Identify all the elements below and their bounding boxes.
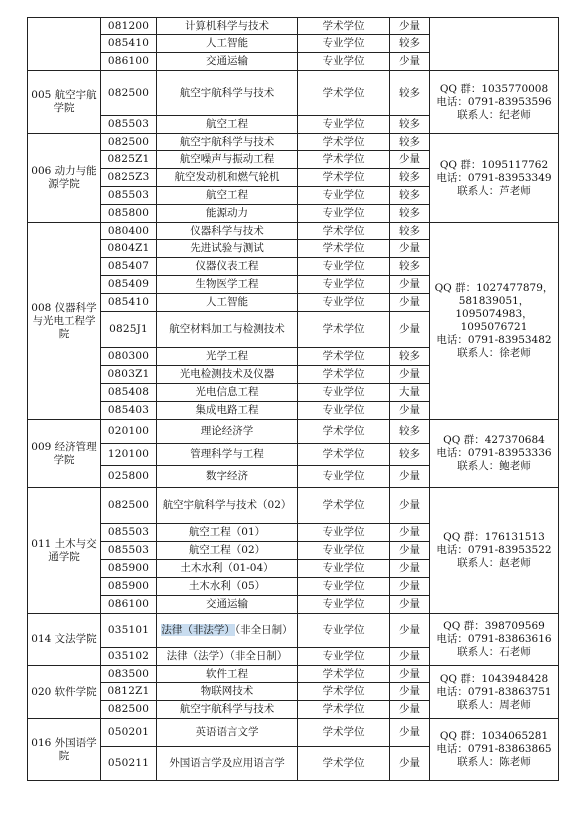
major-code: 0812Z1 (101, 683, 157, 701)
degree-type: 学术学位 (298, 18, 390, 35)
quota: 少量 (390, 683, 430, 701)
contact-qq-extra: 1095076721 (460, 321, 528, 333)
contact-qq: QQ 群：1027477879， (434, 282, 554, 294)
degree-type: 学术学位 (298, 719, 390, 747)
major-name: 英语语言文学 (157, 719, 298, 747)
college-cell (28, 18, 101, 71)
major-name: 航空发动机和燃气轮机 (157, 169, 298, 187)
major-code: 085407 (101, 258, 157, 276)
major-name: 土木水利（05） (157, 578, 298, 596)
major-code: 085408 (101, 384, 157, 402)
degree-type: 专业学位 (298, 614, 390, 648)
contact-phone: 电话：0791-83953596 (436, 95, 552, 108)
major-code: 0825Z1 (101, 151, 157, 169)
major-code: 020100 (101, 420, 157, 444)
quota: 较多 (390, 71, 430, 116)
degree-type: 学术学位 (298, 683, 390, 701)
degree-type: 专业学位 (298, 578, 390, 596)
table-row (28, 420, 559, 444)
quota: 少量 (390, 648, 430, 666)
major-code: 085503 (101, 116, 157, 134)
quota: 少量 (390, 719, 430, 747)
major-name: 航空宇航科学与技术 (157, 134, 298, 151)
major-code: 085409 (101, 276, 157, 294)
major-name (157, 614, 298, 648)
degree-type: 学术学位 (298, 240, 390, 258)
degree-type: 学术学位 (298, 420, 390, 444)
major-name: 航空宇航科学与技术（02） (157, 488, 298, 524)
quota: 少量 (390, 53, 430, 71)
quota: 少量 (390, 578, 430, 596)
quota: 少量 (390, 18, 430, 35)
quota: 较多 (390, 187, 430, 205)
major-code: 082500 (101, 71, 157, 116)
contact-cell (430, 18, 559, 71)
quota: 较多 (390, 169, 430, 187)
major-name: 人工智能 (157, 35, 298, 53)
contact-phone: 电话：0791-83863865 (436, 743, 552, 755)
degree-type: 学术学位 (298, 488, 390, 524)
major-name: 软件工程 (157, 666, 298, 683)
major-name: 航空宇航科学与技术 (157, 71, 298, 116)
major-code: 085403 (101, 402, 157, 420)
major-name: 航空宇航科学与技术 (157, 701, 298, 719)
contact-cell (430, 420, 559, 488)
contact-cell (430, 614, 559, 666)
major-name: 先进试验与测试 (157, 240, 298, 258)
major-code: 085410 (101, 35, 157, 53)
quota: 少量 (390, 614, 430, 648)
major-name: 航空工程 (157, 187, 298, 205)
admissions-table (27, 17, 559, 781)
table-row (28, 223, 559, 240)
major-name: 人工智能 (157, 294, 298, 312)
degree-type: 专业学位 (298, 294, 390, 312)
contact-person: 联系人：赵老师 (457, 557, 531, 569)
contact-qq-extra: 581839051， (458, 295, 530, 307)
major-code: 082500 (101, 701, 157, 719)
major-name: 物联网技术 (157, 683, 298, 701)
major-name: 交通运输 (157, 596, 298, 614)
quota: 较多 (390, 348, 430, 366)
table-row (28, 666, 559, 683)
table-row (28, 134, 559, 151)
major-name: 土木水利（01-04） (157, 560, 298, 578)
quota: 少量 (390, 701, 430, 719)
quota: 少量 (390, 560, 430, 578)
college-cell: 016 外国语学院 (28, 719, 101, 781)
quota: 少量 (390, 402, 430, 420)
college-cell: 008 仪器科学与光电工程学院 (28, 223, 101, 420)
table-row (28, 719, 559, 747)
degree-type: 专业学位 (298, 116, 390, 134)
college-cell: 006 动力与能源学院 (28, 134, 101, 223)
contact-qq: QQ 群：1035770008 (439, 82, 549, 95)
major-name: 生物医学工程 (157, 276, 298, 294)
contact-phone: 电话：0791-83863751 (436, 685, 552, 698)
contact-qq: QQ 群：1095117762 (439, 158, 549, 171)
major-code: 083500 (101, 666, 157, 683)
degree-type: 专业学位 (298, 542, 390, 560)
major-code: 050211 (101, 747, 157, 781)
quota: 较多 (390, 223, 430, 240)
degree-type: 专业学位 (298, 402, 390, 420)
degree-type: 专业学位 (298, 596, 390, 614)
degree-type: 学术学位 (298, 223, 390, 240)
major-code: 085900 (101, 578, 157, 596)
quota: 少量 (390, 366, 430, 384)
quota: 少量 (390, 240, 430, 258)
contact-person: 联系人：陈老师 (457, 756, 531, 768)
college-cell: 005 航空宇航学院 (28, 71, 101, 134)
table-row (28, 488, 559, 524)
degree-type: 专业学位 (298, 53, 390, 71)
degree-type: 学术学位 (298, 444, 390, 466)
quota: 较多 (390, 258, 430, 276)
table-row (28, 18, 559, 35)
major-code: 120100 (101, 444, 157, 466)
degree-type: 学术学位 (298, 71, 390, 116)
quota: 少量 (390, 488, 430, 524)
major-code: 085900 (101, 560, 157, 578)
quota: 较多 (390, 205, 430, 223)
major-code: 085800 (101, 205, 157, 223)
degree-type: 学术学位 (298, 366, 390, 384)
college-cell: 020 软件学院 (28, 666, 101, 719)
quota: 少量 (390, 542, 430, 560)
major-code: 085503 (101, 187, 157, 205)
major-code: 080300 (101, 348, 157, 366)
major-code: 086100 (101, 596, 157, 614)
major-name: 航空工程 (157, 116, 298, 134)
degree-type: 学术学位 (298, 169, 390, 187)
contact-person: 联系人：芦老师 (457, 184, 531, 197)
contact-qq: QQ 群：1034065281 (439, 730, 549, 742)
major-name-rest: （非全日制） (234, 624, 293, 636)
major-code: 085503 (101, 524, 157, 542)
degree-type: 学术学位 (298, 666, 390, 683)
contact-qq: QQ 群：1043948428 (439, 672, 549, 685)
major-code: 080400 (101, 223, 157, 240)
major-code: 085410 (101, 294, 157, 312)
major-name: 集成电路工程 (157, 402, 298, 420)
major-name: 仪器仪表工程 (157, 258, 298, 276)
contact-cell (430, 134, 559, 223)
degree-type: 学术学位 (298, 134, 390, 151)
contact-cell (430, 488, 559, 614)
contact-person: 联系人：周老师 (457, 698, 531, 711)
major-name: 航空工程（02） (157, 542, 298, 560)
degree-type: 学术学位 (298, 312, 390, 348)
college-cell: 011 土木与交通学院 (28, 488, 101, 614)
major-name: 能源动力 (157, 205, 298, 223)
major-name: 光学工程 (157, 348, 298, 366)
quota: 少量 (390, 524, 430, 542)
contact-qq-extra: 1095074983， (455, 308, 533, 320)
major-name: 法律（法学）（非全日制） (157, 648, 298, 666)
quota: 较多 (390, 35, 430, 53)
major-name: 管理科学与工程 (157, 444, 298, 466)
quota: 较多 (390, 444, 430, 466)
major-code: 050201 (101, 719, 157, 747)
contact-phone: 电话：0791-83953482 (436, 334, 552, 346)
table-row (28, 614, 559, 648)
contact-person: 联系人：鲍老师 (457, 460, 531, 472)
quota: 少量 (390, 596, 430, 614)
major-code: 035102 (101, 648, 157, 666)
degree-type: 专业学位 (298, 384, 390, 402)
major-name: 光电检测技术及仪器 (157, 366, 298, 384)
degree-type: 专业学位 (298, 258, 390, 276)
contact-qq: QQ 群：398709569 (443, 620, 545, 632)
quota: 少量 (390, 151, 430, 169)
quota: 大量 (390, 384, 430, 402)
contact-phone: 电话：0791-83953522 (436, 544, 552, 556)
major-name: 理论经济学 (157, 420, 298, 444)
major-code: 081200 (101, 18, 157, 35)
quota: 少量 (390, 294, 430, 312)
major-name: 计算机科学与技术 (157, 18, 298, 35)
contact-cell (430, 666, 559, 719)
degree-type: 专业学位 (298, 466, 390, 488)
college-cell: 009 经济管理学院 (28, 420, 101, 488)
contact-cell (430, 71, 559, 134)
major-name: 航空噪声与振动工程 (157, 151, 298, 169)
major-name: 仪器科学与技术 (157, 223, 298, 240)
major-name: 交通运输 (157, 53, 298, 71)
degree-type: 专业学位 (298, 276, 390, 294)
degree-type: 专业学位 (298, 205, 390, 223)
major-code: 086100 (101, 53, 157, 71)
major-code: 035101 (101, 614, 157, 648)
quota: 较多 (390, 134, 430, 151)
degree-type: 专业学位 (298, 187, 390, 205)
degree-type: 学术学位 (298, 747, 390, 781)
contact-phone: 电话：0791-83953336 (436, 447, 552, 459)
contact-qq: QQ 群：427370684 (443, 434, 545, 446)
contact-person: 联系人：纪老师 (457, 108, 531, 121)
contact-phone: 电话：0791-83863616 (436, 633, 552, 645)
contact-cell (430, 719, 559, 781)
quota: 较多 (390, 420, 430, 444)
degree-type: 专业学位 (298, 560, 390, 578)
degree-type: 学术学位 (298, 348, 390, 366)
quota: 少量 (390, 466, 430, 488)
quota: 少量 (390, 276, 430, 294)
major-name: 航空材料加工与检测技术 (157, 312, 298, 348)
major-name: 外国语言学及应用语言学 (157, 747, 298, 781)
quota: 少量 (390, 747, 430, 781)
major-code: 0825Z3 (101, 169, 157, 187)
contact-cell (430, 223, 559, 420)
table-row (28, 71, 559, 116)
contact-phone: 电话：0791-83953349 (436, 171, 552, 184)
college-cell: 014 文法学院 (28, 614, 101, 666)
degree-type: 学术学位 (298, 701, 390, 719)
major-name: 航空工程（01） (157, 524, 298, 542)
contact-person: 联系人：徐老师 (457, 347, 531, 359)
major-name: 数字经济 (157, 466, 298, 488)
contact-person: 联系人：石老师 (457, 646, 531, 658)
degree-type: 专业学位 (298, 35, 390, 53)
quota: 少量 (390, 666, 430, 683)
major-code: 0804Z1 (101, 240, 157, 258)
major-code: 085503 (101, 542, 157, 560)
quota: 较多 (390, 116, 430, 134)
degree-type: 专业学位 (298, 648, 390, 666)
major-code: 082500 (101, 134, 157, 151)
highlighted-text: 法律（非法学） (161, 624, 235, 636)
degree-type: 专业学位 (298, 524, 390, 542)
major-code: 0825J1 (101, 312, 157, 348)
degree-type: 学术学位 (298, 151, 390, 169)
quota: 少量 (390, 312, 430, 348)
major-code: 0803Z1 (101, 366, 157, 384)
major-code: 082500 (101, 488, 157, 524)
major-code: 025800 (101, 466, 157, 488)
major-name: 光电信息工程 (157, 384, 298, 402)
contact-qq: QQ 群：176131513 (443, 531, 545, 543)
